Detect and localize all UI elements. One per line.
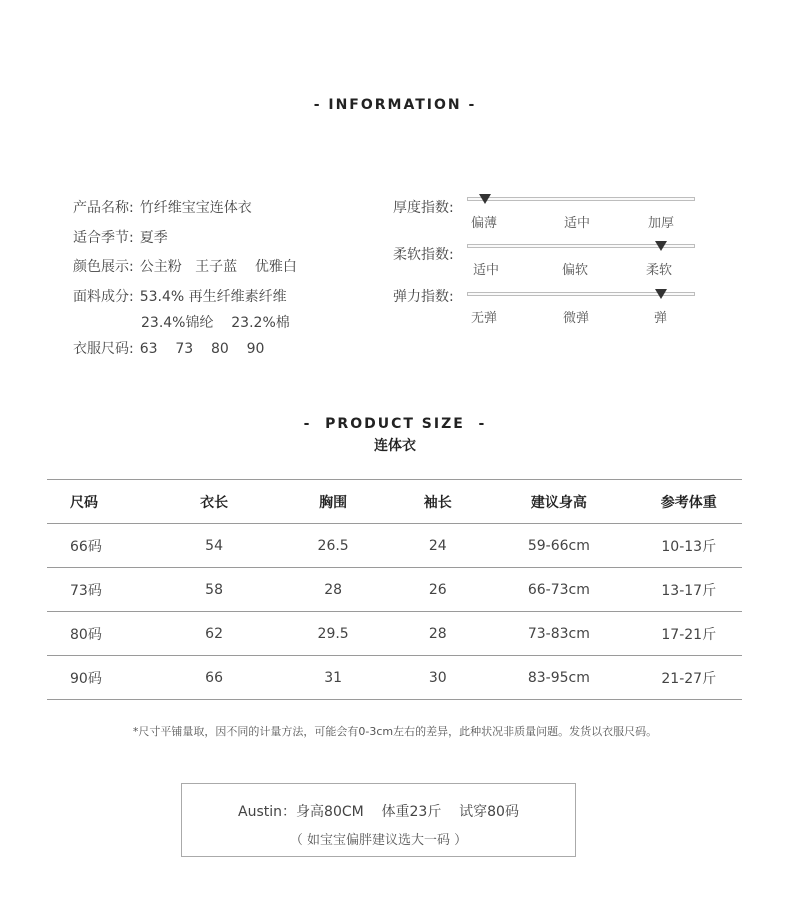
cell-length: 58 <box>155 568 273 612</box>
thickness-index-marker <box>479 194 491 204</box>
cell-sleeve: 28 <box>393 612 482 656</box>
cell-chest: 28 <box>273 568 393 612</box>
cell-height: 83-95cm <box>482 656 635 700</box>
cell-size: 66码 <box>47 524 155 568</box>
cell-length: 54 <box>155 524 273 568</box>
elasticity-index-label: 弹力指数: <box>393 289 454 305</box>
softness-index-label: 柔软指数: <box>393 247 454 263</box>
info-label: 产品名称: <box>73 200 134 216</box>
info-label: 面料成分: <box>73 289 134 305</box>
header-weight: 参考体重 <box>635 480 742 524</box>
info-value: 竹纤维宝宝连体衣 <box>139 200 252 216</box>
info-label: 衣服尺码: <box>73 341 134 357</box>
size-table <box>47 479 742 700</box>
softness-index-marker <box>655 241 667 251</box>
cell-chest: 26.5 <box>273 524 393 568</box>
cell-weight: 10-13斤 <box>635 524 742 568</box>
header-length: 衣长 <box>155 480 273 524</box>
softness-tick: 适中 <box>473 263 500 278</box>
info-row-colors <box>73 256 297 276</box>
cell-size: 80码 <box>47 612 155 656</box>
softness-tick: 偏软 <box>562 263 589 278</box>
cell-chest: 31 <box>273 656 393 700</box>
table-row <box>47 656 742 700</box>
elasticity-tick: 微弹 <box>563 311 590 326</box>
cell-weight: 21-27斤 <box>635 656 742 700</box>
info-row-sizes <box>73 338 264 358</box>
cell-height: 59-66cm <box>482 524 635 568</box>
product-size-subtitle: 连体衣 <box>374 438 416 454</box>
cell-weight: 17-21斤 <box>635 612 742 656</box>
info-fabric-continued: 23.4%锦纶 23.2%棉 <box>141 315 290 331</box>
table-row <box>47 612 742 656</box>
elasticity-tick: 无弹 <box>471 311 498 326</box>
cell-sleeve: 30 <box>393 656 482 700</box>
size-table-header <box>47 480 742 524</box>
cell-size: 73码 <box>47 568 155 612</box>
product-size-title: - PRODUCT SIZE - <box>303 416 487 432</box>
elasticity-tick: 弹 <box>654 311 668 326</box>
cell-size: 90码 <box>47 656 155 700</box>
model-info-box <box>181 783 576 857</box>
info-row-fabric <box>73 286 287 306</box>
thickness-index-track <box>467 197 695 201</box>
info-label: 适合季节: <box>73 230 134 246</box>
cell-chest: 29.5 <box>273 612 393 656</box>
thickness-index-label: 厚度指数: <box>393 200 454 216</box>
info-row-season <box>73 227 168 247</box>
cell-height: 73-83cm <box>482 612 635 656</box>
info-value: 公主粉 王子蓝 优雅白 <box>139 259 297 275</box>
info-value: 63 73 80 90 <box>139 341 265 357</box>
elasticity-index-marker <box>655 289 667 299</box>
info-value: 夏季 <box>139 230 168 246</box>
information-title: - INFORMATION - <box>313 97 477 113</box>
table-row <box>47 524 742 568</box>
model-info-text: Austin：身高80CM 体重23斤 试穿80码 <box>238 804 519 820</box>
model-size-advice: （ 如宝宝偏胖建议选大一码 ） <box>289 833 468 848</box>
info-label: 颜色展示: <box>73 259 134 275</box>
thickness-tick: 适中 <box>564 216 591 231</box>
softness-tick: 柔软 <box>646 263 673 278</box>
cell-length: 66 <box>155 656 273 700</box>
info-value: 53.4% 再生纤维素纤维 <box>139 289 287 305</box>
cell-sleeve: 26 <box>393 568 482 612</box>
header-size: 尺码 <box>47 480 155 524</box>
table-row <box>47 568 742 612</box>
cell-height: 66-73cm <box>482 568 635 612</box>
measurement-note: *尺寸平铺量取，因不同的计量方法，可能会有0-3cm左右的差异，此种状况非质量问题。发货以衣服尺码。 <box>132 725 658 738</box>
thickness-tick: 偏薄 <box>471 216 498 231</box>
thickness-tick: 加厚 <box>648 216 675 231</box>
header-height: 建议身高 <box>482 480 635 524</box>
header-chest: 胸围 <box>273 480 393 524</box>
info-row-product-name <box>73 197 252 217</box>
cell-weight: 13-17斤 <box>635 568 742 612</box>
cell-length: 62 <box>155 612 273 656</box>
header-sleeve: 袖长 <box>393 480 482 524</box>
cell-sleeve: 24 <box>393 524 482 568</box>
